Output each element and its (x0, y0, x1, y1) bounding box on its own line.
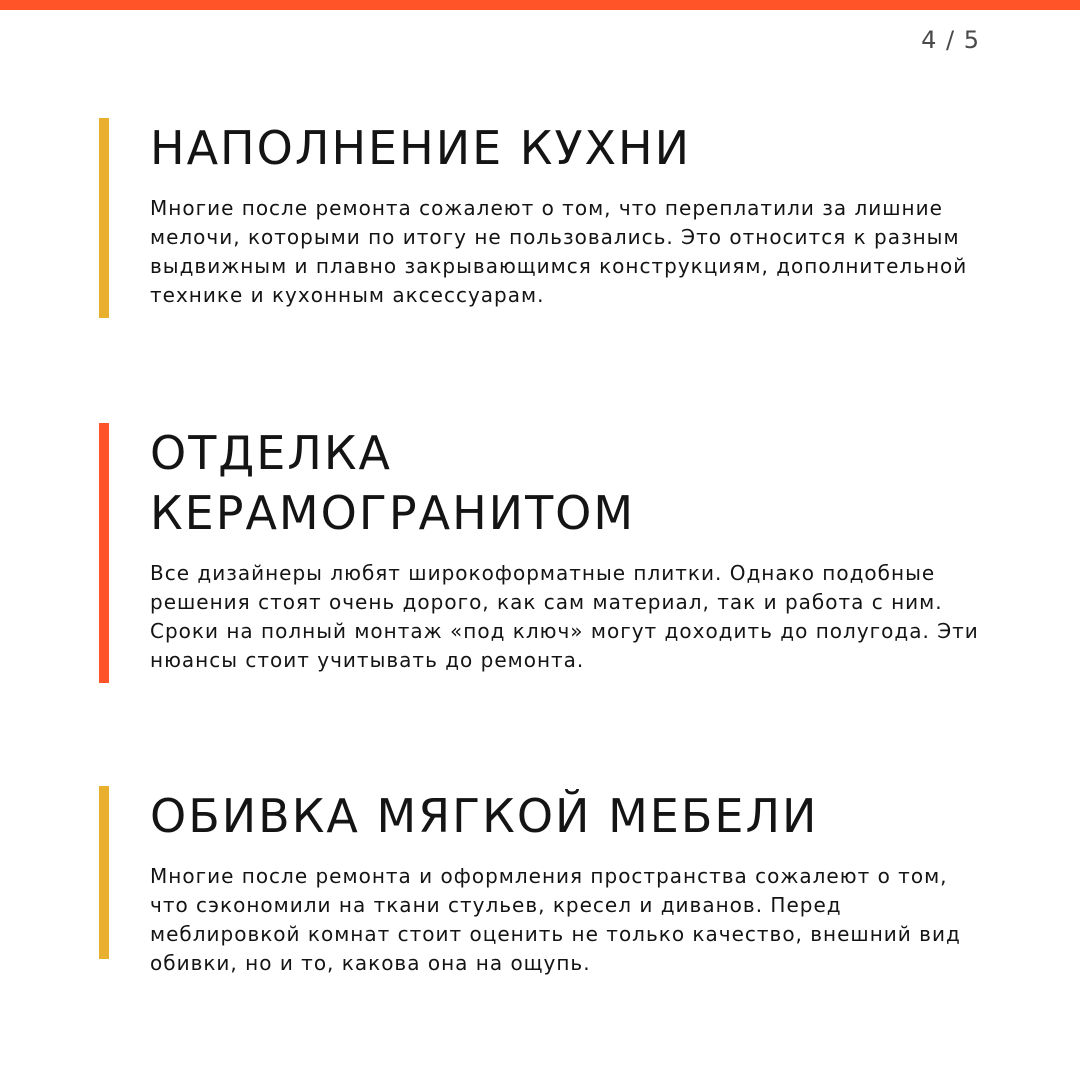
section-accent-bar (99, 118, 109, 318)
section-text: Многие после ремонта и оформления пространства сожалеют о том, что сэкономили на ткани стульев, кресел и диванов. Перед меблировкой комнат стоит оценить не только качество, внешний вид обивки, но и то, какова она на ощупь. (150, 864, 961, 975)
section-text: Все дизайнеры любят широкоформатные плитки. Однако подобные решения стоят очень дорого, как сам материал, так и работа с ним. Сроки на полный монтаж «под ключ» могут доходить до полугода. Эти нюансы стоит учитывать до ремонта. (150, 561, 979, 672)
section-accent-bar (99, 786, 109, 959)
section-text: Многие после ремонта сожалеют о том, что переплатили за лишние мелочи, которыми по итогу не пользовались. Это относится к разным выдвижным и плавно закрывающимся конструкциям, дополнительной технике и кухонным аксессуарам. (150, 196, 968, 307)
page-counter: 4 / 5 (921, 26, 980, 54)
section-body (150, 786, 990, 978)
section-title: ОБИВКА МЯГКОЙ МЕБЕЛИ (150, 789, 819, 843)
section-title: НАПОЛНЕНИЕ КУХНИ (150, 121, 691, 175)
section-body (150, 423, 990, 675)
section-body (150, 118, 990, 310)
top-accent-bar (0, 0, 1080, 10)
section-title: ОТДЕЛКА КЕРАМОГРАНИТОМ (150, 426, 636, 540)
section-accent-bar (99, 423, 109, 683)
